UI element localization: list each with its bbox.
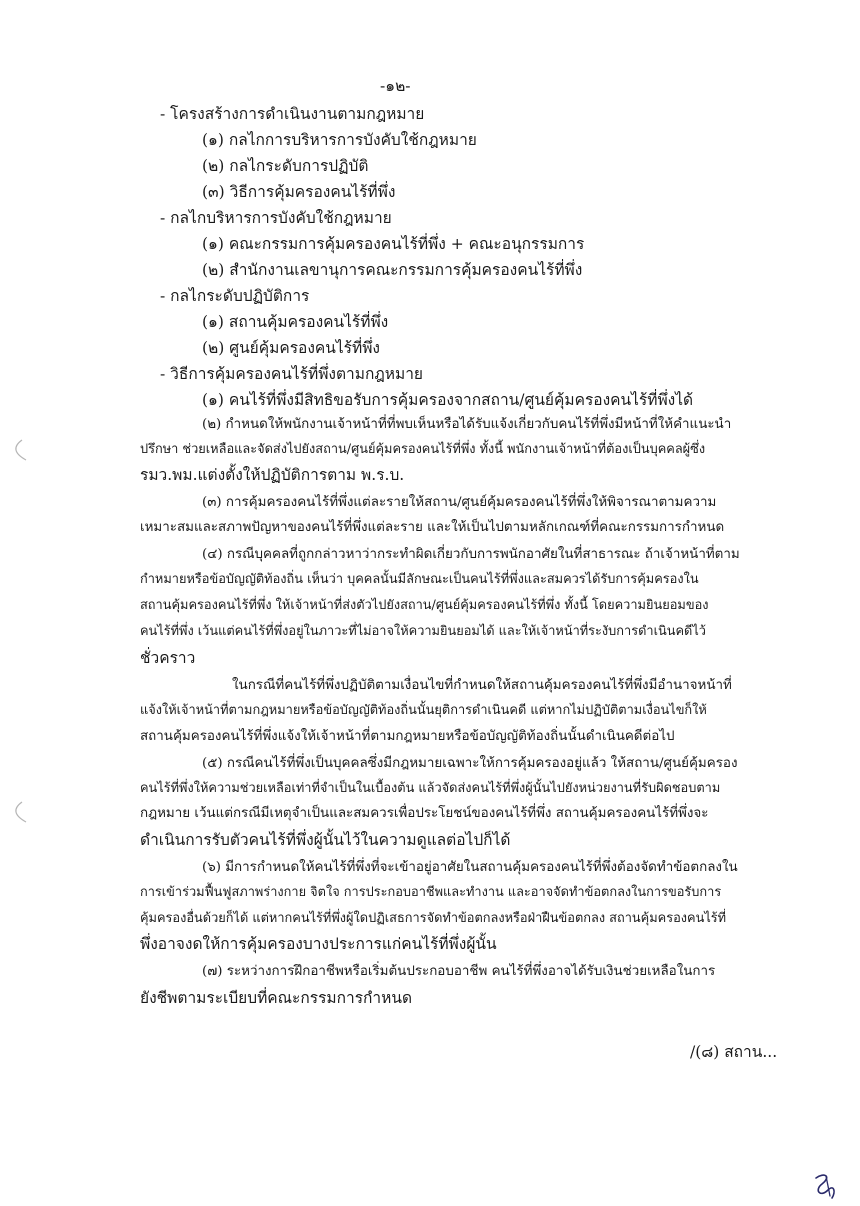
- paragraph-line: คุ้มครองอื่นด้วยก็ได้ แต่หากคนไร้ที่พึ่งผู้ใดปฏิเสธการจัดทำข้อตกลงหรือฝ่าฝืนข้อตกลง สถานคุ้มครองคนไร้ที่: [140, 911, 727, 926]
- paragraph-line: (๗) ระหว่างการฝึกอาชีพหรือเริ่มต้นประกอบอาชีพ คนไร้ที่พึ่งอาจได้รับเงินช่วยเหลือในการ: [202, 964, 716, 979]
- list-item: (๒) สำนักงานเลขานุการคณะกรรมการคุ้มครองคนไร้ที่พึ่ง: [202, 261, 583, 279]
- page-number: -๑๒-: [380, 77, 411, 95]
- paragraph-line: (๖) มีการกำหนดให้คนไร้ที่พึ่งที่จะเข้าอยู่อาศัยในสถานคุ้มครองคนไร้ที่พึ่งต้องจัดทำข้อตกลงใน: [202, 860, 738, 875]
- list-item: (๑) คนไร้ที่พึ่งมีสิทธิขอรับการคุ้มครองจากสถาน/ศูนย์คุ้มครองคนไร้ที่พึ่งได้: [202, 391, 694, 409]
- paragraph-line: กฎหมาย เว้นแต่กรณีมีเหตุจำเป็นและสมควรเพื่อประโยชน์ของคนไร้ที่พึ่ง สถานคุ้มครองคนไร้ที่พึ่งจะ: [140, 806, 709, 821]
- paragraph-line: ชั่วคราว: [140, 649, 196, 667]
- paragraph-line: ในกรณีที่คนไร้ที่พึ่งปฏิบัติตามเงื่อนไขที่กำหนดให้สถานคุ้มครองคนไร้ที่พึ่งมีอำนาจหน้าที่: [232, 678, 732, 693]
- paragraph-line: พึ่งอาจงดให้การคุ้มครองบางประการแก่คนไร้ที่พึ่งผู้นั้น: [140, 935, 497, 953]
- list-item: (๑) สถานคุ้มครองคนไร้ที่พึ่ง: [202, 313, 389, 331]
- paragraph-line: สถานคุ้มครองคนไร้ที่พึ่งแจ้งให้เจ้าหน้าที่ตามกฎหมายหรือข้อบัญญัติท้องถิ่นนั้นดำเนินคดีต่อไป: [140, 729, 675, 744]
- list-item: (๓) วิธีการคุ้มครองคนไร้ที่พึ่ง: [202, 183, 396, 201]
- bullet-heading: - กลไกบริหารการบังคับใช้กฎหมาย: [160, 209, 392, 227]
- paragraph-line: ยังชีพตามระเบียบที่คณะกรรมการกำหนด: [140, 989, 413, 1007]
- list-item: (๒) กลไกระดับการปฏิบัติ: [202, 157, 369, 175]
- list-item: (๒) ศูนย์คุ้มครองคนไร้ที่พึ่ง: [202, 339, 381, 357]
- paragraph-line: เหมาะสมและสภาพปัญหาของคนไร้ที่พึ่งแต่ละราย และให้เป็นไปตามหลักเกณฑ์ที่คณะกรรมการกำหนด: [140, 520, 725, 535]
- paragraph-line: (๓) การคุ้มครองคนไร้ที่พึ่งแต่ละรายให้สถาน/ศูนย์คุ้มครองคนไร้ที่พึ่งให้พิจารณาตามความ: [202, 495, 717, 510]
- paragraph-line: (๒) กำหนดให้พนักงานเจ้าหน้าที่ที่พบเห็นหรือได้รับแจ้งเกี่ยวกับคนไร้ที่พึ่งมีหน้าที่ให้คำแนะนำ: [202, 417, 732, 432]
- paragraph-line: คนไร้ที่พึ่ง เว้นแต่คนไร้ที่พึ่งอยู่ในภาวะที่ไม่อาจให้ความยินยอมได้ และให้เจ้าหน้าที่ระงับการดำเนินคดีไว้: [140, 624, 706, 639]
- paragraph-line: ปรึกษา ช่วยเหลือและจัดส่งไปยังสถาน/ศูนย์คุ้มครองคนไร้ที่พึ่ง ทั้งนี้ พนักงานเจ้าหน้าที่ต้องเป็นบุคคลผู้ซึ่ง: [140, 442, 706, 457]
- paragraph-line: ดำเนินการรับตัวคนไร้ที่พึ่งผู้นั้นไว้ในความดูแลต่อไปก็ได้: [140, 831, 511, 849]
- continuation-footer: /(๘) สถาน...: [690, 1043, 778, 1061]
- bullet-heading: - โครงสร้างการดำเนินงานตามกฎหมาย: [160, 105, 425, 123]
- paragraph-line: คนไร้ที่พึ่งให้ความช่วยเหลือเท่าที่จำเป็นในเบื้องต้น แล้วจัดส่งคนไร้ที่พึ่งผู้นั้นไปยังหน่วยงานที่รับผิดชอบตาม: [140, 781, 721, 796]
- paragraph-line: รมว.พม.แต่งตั้งให้ปฏิบัติการตาม พ.ร.บ.: [140, 466, 405, 484]
- handwritten-initials: [810, 1170, 842, 1202]
- paragraph-line: สถานคุ้มครองคนไร้ที่พึ่ง ให้เจ้าหน้าที่ส่งตัวไปยังสถาน/ศูนย์คุ้มครองคนไร้ที่พึ่ง ทั้งนี้ โดยความยินยอมของ: [140, 598, 709, 613]
- list-item: (๑) กลไกการบริหารการบังคับใช้กฎหมาย: [202, 131, 477, 149]
- binding-mark: [0, 436, 40, 466]
- paragraph-line: (๕) กรณีคนไร้ที่พึ่งเป็นบุคคลซึ่งมีกฎหมายเฉพาะให้การคุ้มครองอยู่แล้ว ให้สถาน/ศูนย์คุ้มครอง: [202, 756, 738, 771]
- binding-mark: [0, 798, 40, 828]
- list-item: (๑) คณะกรรมการคุ้มครองคนไร้ที่พึ่ง + คณะอนุกรรมการ: [202, 235, 585, 253]
- paragraph-line: การเข้าร่วมฟื้นฟูสภาพร่างกาย จิตใจ การประกอบอาชีพและทำงาน และอาจจัดทำข้อตกลงในการขอรับการ: [140, 885, 722, 900]
- bullet-heading: - กลไกระดับปฏิบัติการ: [160, 287, 310, 305]
- paragraph-line: กำหมายหรือข้อบัญญัติท้องถิ่น เห็นว่า บุคคลนั้นมีลักษณะเป็นคนไร้ที่พึ่งและสมควรได้รับการคุ้มครองใน: [140, 572, 699, 587]
- paragraph-line: (๔) กรณีบุคคลที่ถูกกล่าวหาว่ากระทำผิดเกี่ยวกับการพนักอาศัยในที่สาธารณะ ถ้าเจ้าหน้าที่ตาม: [202, 547, 740, 562]
- bullet-heading: - วิธีการคุ้มครองคนไร้ที่พึ่งตามกฎหมาย: [160, 365, 423, 383]
- paragraph-line: แจ้งให้เจ้าหน้าที่ตามกฎหมายหรือข้อบัญญัติท้องถิ่นนั้นยุติการดำเนินคดี แต่หากไม่ปฏิบัติตามเงื่อนไขก็ให้: [140, 703, 707, 718]
